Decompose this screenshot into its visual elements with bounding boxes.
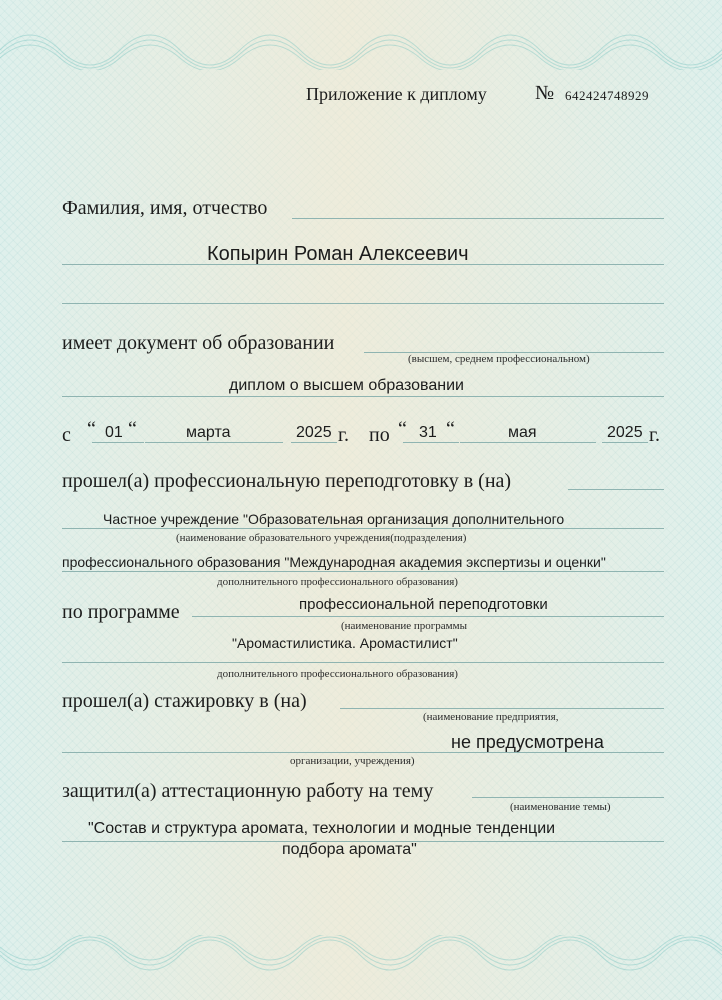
education-doc-hint: (высшем, среднем профессиональном) [408,353,590,365]
period-to-label: по [369,424,390,446]
fio-value: Копырин Роман Алексеевич [207,243,469,265]
year-suffix-2: г. [649,424,660,446]
document-title: Приложение к диплому [306,84,487,104]
quote-close-1: “ [128,418,137,440]
period-to-month: мая [508,424,537,441]
education-doc-label: имеет документ об образовании [62,332,335,354]
year-suffix-1: г. [338,424,349,446]
program-label: по программе [62,601,180,623]
internship-value: не предусмотрена [451,732,604,752]
internship-hint2: организации, учреждения) [290,755,415,767]
program-value-line1: профессиональной переподготовки [299,596,548,613]
quote-open-2: “ [398,418,407,440]
retraining-org-line1: Частное учреждение "Образовательная организация дополнительного [103,511,565,527]
period-to-day: 31 [419,424,437,441]
thesis-hint: (наименование темы) [510,801,611,813]
internship-hint1: (наименование предприятия, [423,711,559,723]
quote-open-1: “ [87,418,96,440]
program-hint1: (наименование программы [341,620,467,632]
retraining-org-hint: (наименование образовательного учреждения(подразделения) [176,532,467,544]
period-from-day: 01 [105,424,123,441]
period-from-label: с [62,424,71,446]
internship-label: прошел(а) стажировку в (на) [62,690,307,712]
period-from-year: 2025 [296,424,332,441]
thesis-value-line1: "Состав и структура аромата, технологии и модные тенденции [88,820,556,837]
program-hint2: дополнительного профессионального образования) [217,668,458,680]
thesis-value-line2: подбора аромата" [282,841,417,858]
quote-close-2: “ [446,418,455,440]
fio-label: Фамилия, имя, отчество [62,197,268,219]
retraining-org-line2: профессионального образования "Международная академия экспертизы и оценки" [62,554,606,570]
period-to-year: 2025 [607,424,643,441]
guilloche-bottom-band [0,935,722,995]
guilloche-top-band [0,10,722,70]
thesis-label: защитил(а) аттестационную работу на тему [62,780,434,802]
program-value-line2: "Аромастилистика. Аромастилист" [232,635,458,651]
retraining-org-hint2: дополнительного профессионального образования) [217,576,458,588]
education-doc-value: диплом о высшем образовании [229,377,464,394]
retraining-label: прошел(а) профессиональную переподготовку в (на) [62,470,512,492]
period-from-month: марта [186,424,231,441]
diploma-number: 642424748929 [565,88,649,103]
number-sign: № [535,82,555,104]
